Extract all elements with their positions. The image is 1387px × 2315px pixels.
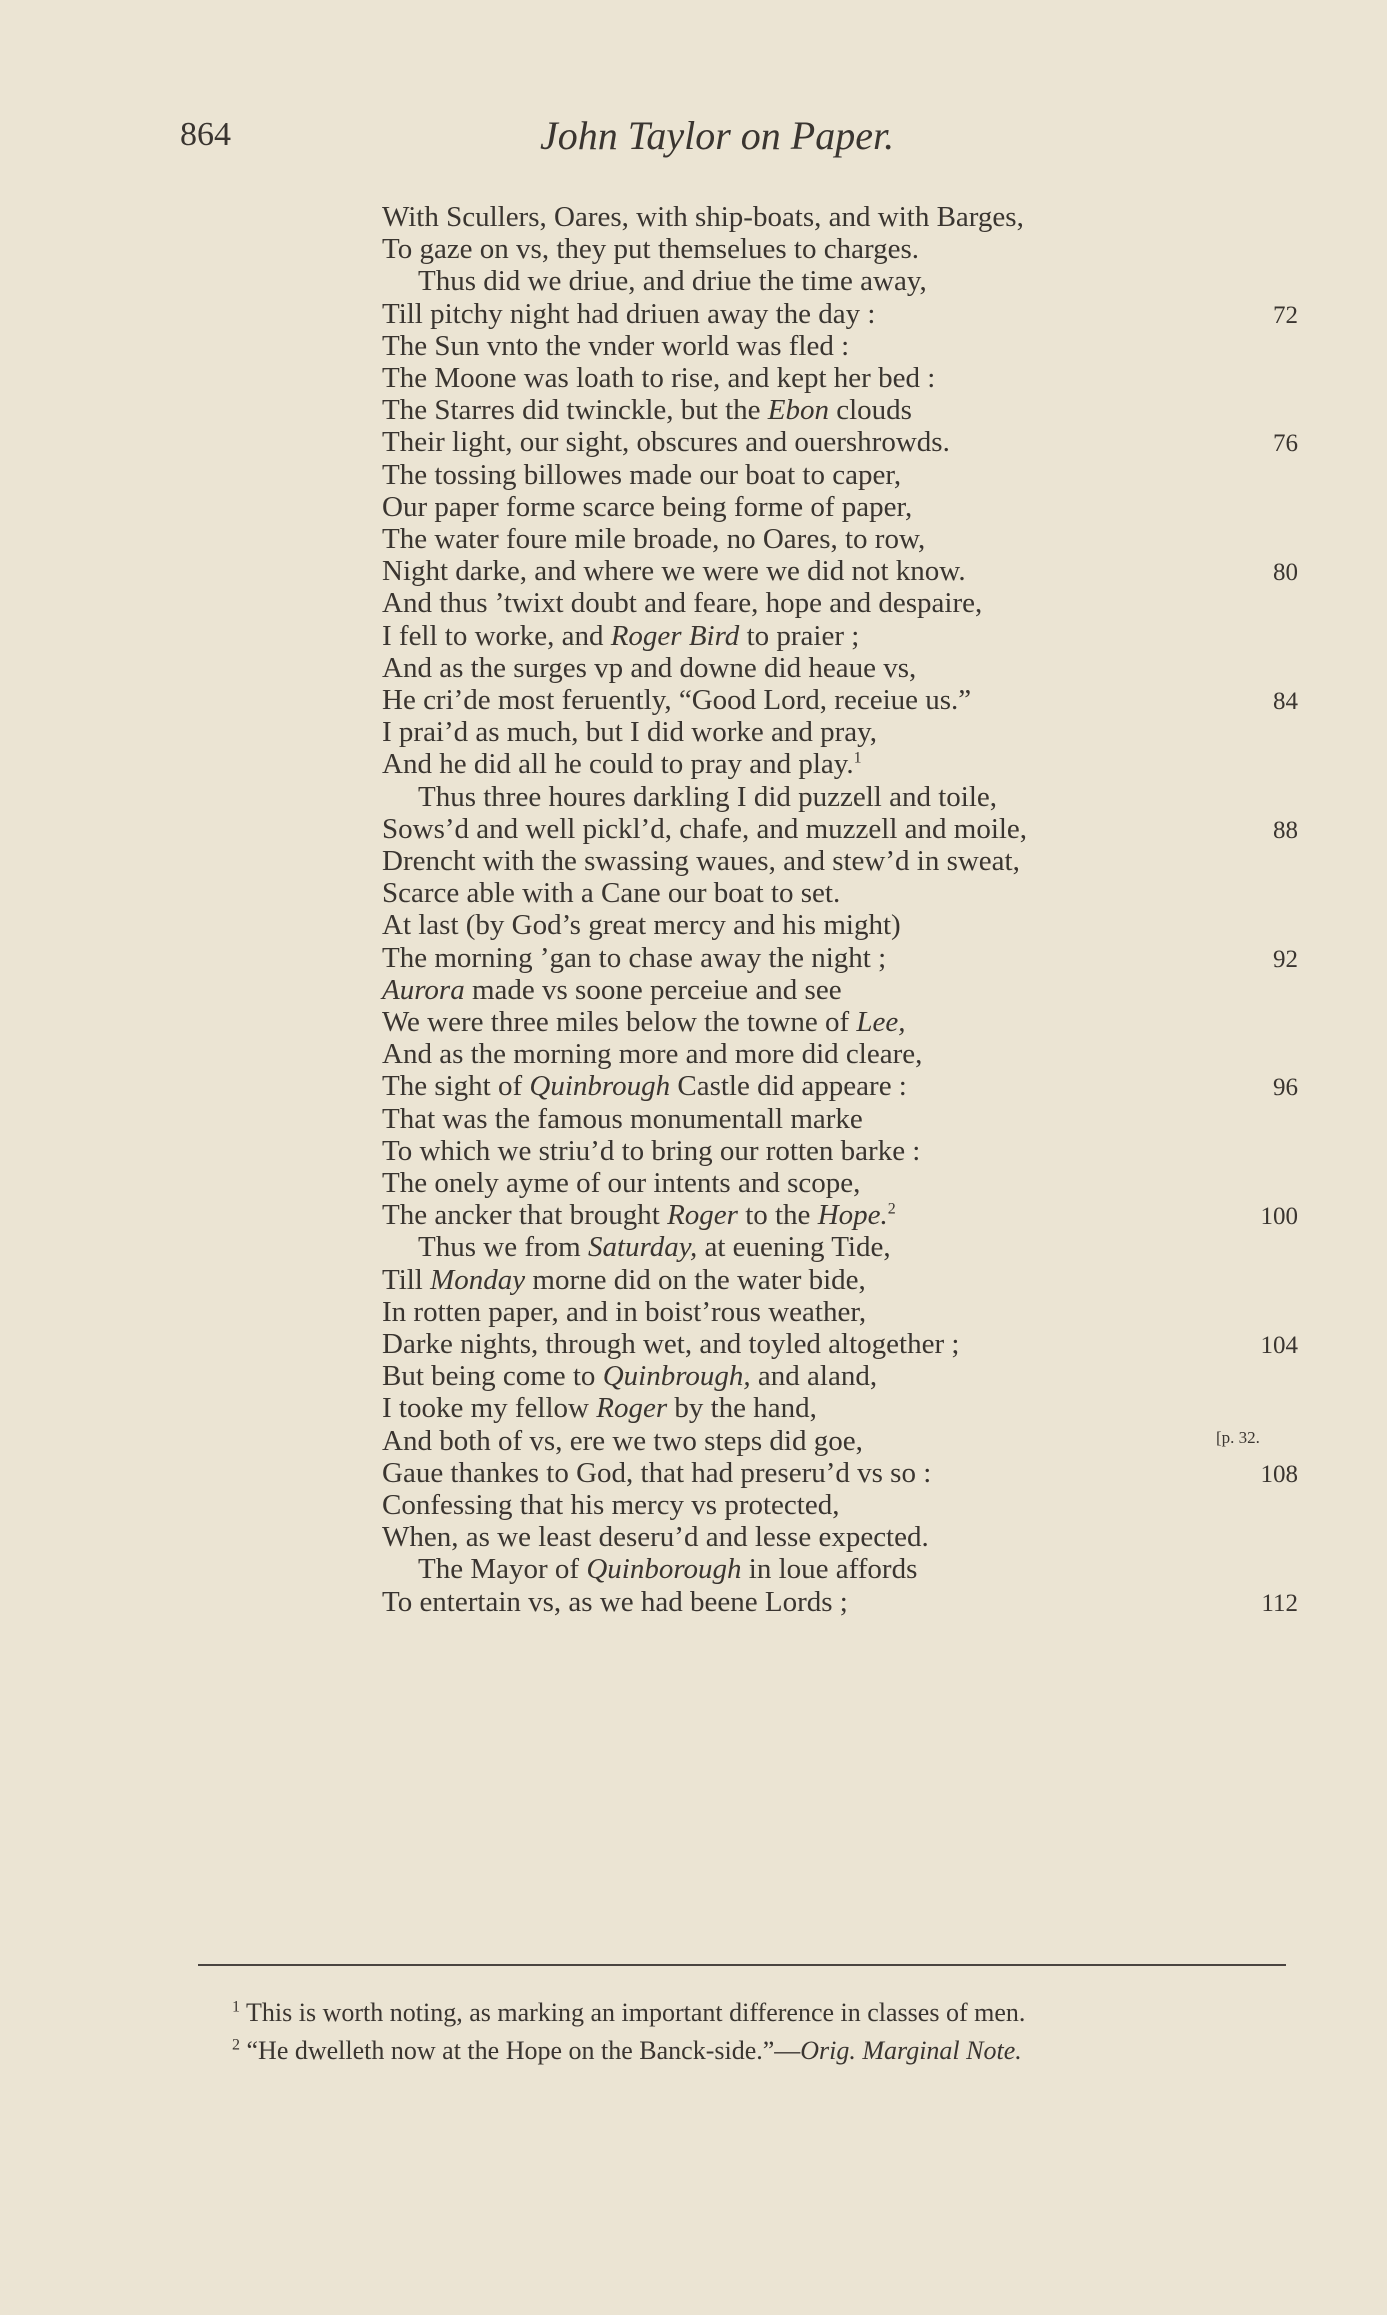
verse-line [418,1233,891,1262]
verse-line [382,235,919,264]
verse-line [382,1295,867,1328]
line-number: 84 [1273,688,1298,715]
line-number: 112 [1261,1589,1298,1617]
line-number: 72 [1273,301,1298,329]
text-run: And as the morning more and more did cleare, [382,1038,923,1071]
verse-line [382,364,935,393]
text-run: The morning ’gan to chase away the night ; [382,941,887,974]
verse-line [382,557,966,586]
line-number: 96 [1273,1074,1298,1102]
text-run: In rotten paper, and in boist’rous weather, [382,1295,867,1328]
text-run: to the [737,1199,818,1232]
verse-line [382,619,860,652]
text-run: made vs soone perceiue and see [464,973,842,1006]
text-run: That was the famous monumentall marke [382,1102,863,1135]
text-run: When, as we least deseru’d and lesse expected. [382,1521,929,1554]
footnote-marker: 2 [232,2036,240,2054]
verse-line [382,1169,860,1198]
side-note: [p. 32. [1216,1428,1260,1447]
verse-line [382,651,917,684]
footnote [232,1998,1025,2028]
verse-line [382,686,971,715]
text-run: Thus we from [418,1231,588,1264]
italic-text: Monday [430,1263,526,1296]
italic-text: Aurora [382,973,465,1006]
text-run: And both of vs, ere we two steps did goe, [382,1424,863,1457]
text-run: Till [382,1263,431,1296]
verse-line [382,1330,959,1359]
footnote-marker: 2 [887,1200,896,1218]
footnote-rule [198,1964,1286,1966]
text-run: morne did on the water bide, [525,1263,866,1296]
line-number: 104 [1260,1332,1298,1359]
italic-text: Roger [667,1199,738,1232]
text-run: And as the surges vp and downe did heaue vs, [382,651,917,684]
italic-text: Hope. [817,1199,888,1232]
verse-line [382,1072,907,1101]
verse-line [418,1555,917,1584]
text-run: Drencht with the swassing waues, and stew’d in sweat, [382,845,1020,877]
text-run: in loue affords [741,1553,918,1586]
italic-text: Roger [596,1392,668,1425]
verse-line [382,1362,877,1391]
verse-line [382,1263,866,1296]
text-run: With Scullers, Oares, with ship-boats, and with Barges, [382,201,1024,233]
verse-line [382,525,925,554]
text-run: Confessing that his mercy vs protected, [382,1489,840,1521]
text-run: Night darke, and where we were we did not know. [382,555,966,588]
italic-text: Quinbrough, [602,1360,751,1393]
verse-line [382,1491,839,1520]
italic-text: Quinbrough [529,1070,671,1103]
text-run: Their light, our sight, obscures and ouershrowds. [382,426,950,459]
verse-line [382,911,901,940]
text-run: The Sun vnto the vnder world was fled : [382,329,850,362]
line-number: 80 [1273,559,1298,587]
italic-text: Ebon [767,394,829,427]
verse-line [382,879,840,908]
verse-line [382,589,982,618]
italic-text: Roger Bird [610,619,740,652]
running-title: John Taylor on Paper. [540,113,895,158]
text-run: Sows’d and well pickl’d, chafe, and muzzell and moile, [382,812,1028,845]
text-run: The ancker that brought [382,1199,668,1232]
text-run: clouds [828,394,912,427]
text-run: And he did all he could to pray and play. [382,748,854,781]
text-run: The Mayor of [418,1553,587,1586]
text-run: Till pitchy night had driuen away the day : [382,297,876,330]
verse-line [382,847,1020,876]
italic-text: Orig. Marginal Note. [800,2036,1022,2065]
text-run: To which we striu’d to bring our rotten barke : [382,1134,921,1167]
verse-line [382,1394,817,1423]
text-run: Scarce able with a Cane our boat to set. [382,877,841,910]
text-run: I prai’d as much, but I did worke and pray, [382,716,877,749]
verse-line [382,396,912,425]
verse-line [382,750,862,779]
verse-line [382,1134,921,1167]
text-run: Thus three houres darkling I did puzzell and toile, [418,780,998,813]
text-run: at euening Tide, [697,1231,891,1264]
verse-line [418,780,998,813]
text-run: The water foure mile broade, no Oares, to row, [382,523,926,555]
text-run: But being come to [382,1360,603,1393]
verse-line [382,1008,906,1037]
line-number: 76 [1273,430,1298,458]
text-run: This is worth noting, as marking an important difference in classes of men. [240,1998,1026,2027]
text-run: The Starres did twinckle, but the [382,394,768,427]
italic-text: Quinborough [586,1553,742,1586]
line-number: 92 [1273,945,1298,973]
text-run: by the hand, [667,1392,817,1425]
verse-line [382,941,887,974]
text-run: “He dwelleth now at the Hope on the Banck-side.”— [240,2036,801,2065]
text-run: To gaze on vs, they put themselues to charges. [382,233,920,266]
verse-line [382,428,950,457]
page-number: 864 [180,116,231,153]
footnote-marker: 1 [853,749,862,767]
footnote-marker: 1 [232,1998,240,2016]
italic-text: Saturday, [587,1231,698,1264]
text-run: Darke nights, through wet, and toyled altogether ; [382,1328,960,1360]
verse-line [382,718,877,747]
verse-line [382,1523,929,1552]
verse-line [382,812,1028,845]
italic-text: Lee, [856,1006,906,1038]
text-run: Gaue thankes to God, that had preseru’d vs so : [382,1456,932,1489]
text-run: The onely ayme of our intents and scope, [382,1167,861,1199]
text-run: and aland, [750,1360,878,1393]
verse-line [382,329,850,362]
text-run: At last (by God’s great mercy and his might) [382,909,901,942]
text-run: The Moone was loath to rise, and kept her bed : [382,362,936,394]
text-run: to praier ; [739,619,860,652]
text-run: The sight of [382,1070,530,1103]
verse-line [382,1424,863,1457]
verse-line [382,1102,863,1135]
text-run: Thus did we driue, and driue the time away, [418,265,927,298]
verse-line [382,973,842,1006]
text-run: He cri’de most feruently, “Good Lord, receiue us.” [382,684,972,716]
verse-line [382,1585,848,1618]
verse-line [382,1040,922,1069]
text-run: Castle did appeare : [670,1070,907,1103]
text-run: I tooke my fellow [382,1392,597,1425]
verse-line [382,297,876,330]
line-number: 108 [1260,1460,1298,1488]
verse-line [418,267,927,296]
verse-line [382,1456,932,1489]
line-number: 100 [1260,1203,1298,1231]
text-run: Our paper forme scarce being forme of paper, [382,490,913,523]
footnote [232,2036,1022,2066]
text-run: I fell to worke, and [382,619,611,652]
text-run: The tossing billowes made our boat to caper, [382,458,902,491]
verse-line [382,203,1024,232]
text-run: And thus ’twixt doubt and feare, hope and despaire, [382,587,983,620]
line-number: 88 [1273,816,1298,844]
text-run: To entertain vs, as we had beene Lords ; [382,1585,848,1618]
verse-line [382,458,902,491]
verse-line [382,1201,896,1230]
text-run: We were three miles below the towne of [382,1006,857,1038]
verse-line [382,490,913,523]
